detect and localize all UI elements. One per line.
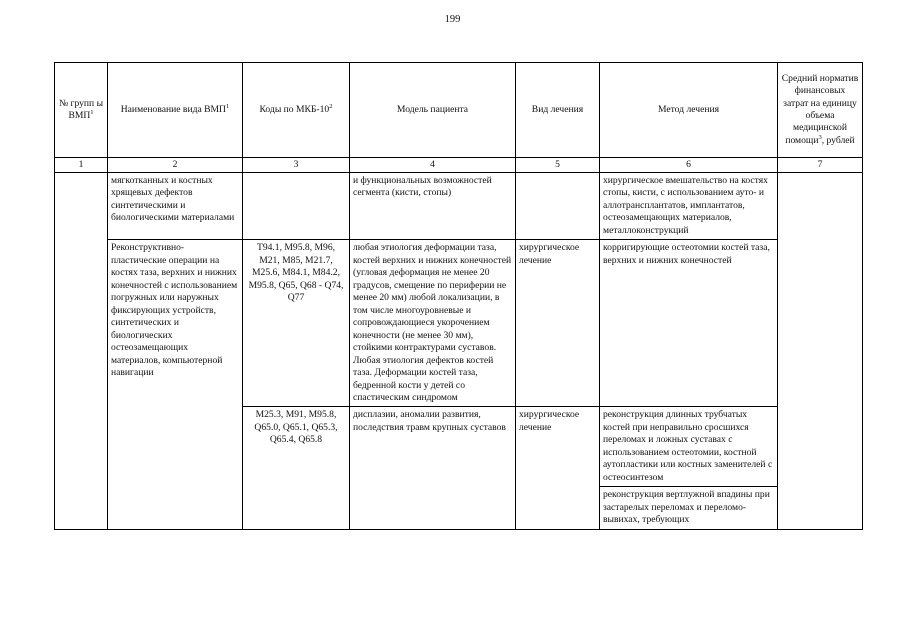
- cost-norm-cell: [778, 173, 863, 530]
- column-number: 5: [516, 158, 600, 173]
- column-number: 7: [778, 158, 863, 173]
- icd-codes-cell: T94.1, M95.8, M96, M21, M85, M21.7, M25.6, M84.1, M84.2, M95.8, Q65, Q68 - Q74, Q77: [243, 240, 350, 407]
- treatment-method-cell: хирургическое вмешательство на костях стопы, кисти, с использованием ауто- и аллотрансплантатов, имплантатов, остеозамещающих материалов, металлоконструкций: [600, 173, 778, 240]
- header-vmp-name: Наименование вида ВМП$^1$: [108, 63, 243, 158]
- treatment-type-cell: хирургическое лечение: [516, 240, 600, 407]
- column-number: 4: [350, 158, 516, 173]
- page-number: 199: [444, 14, 461, 25]
- patient-model-cell: и функциональных возможностей сегмента (кисти, стопы): [350, 173, 516, 240]
- vmp-name-cell: мягкотканных и костных хрящевых дефектов синтетическими и биологическими материалами: [108, 173, 243, 240]
- group-number-cell: [55, 173, 108, 530]
- table-row: [55, 240, 863, 407]
- vmp-table: [54, 62, 863, 530]
- column-number: 3: [243, 158, 350, 173]
- column-number: 1: [55, 158, 108, 173]
- column-number: 6: [600, 158, 778, 173]
- column-number: 2: [108, 158, 243, 173]
- column-number-row: [55, 158, 863, 173]
- header-patient-model: Модель пациента: [350, 63, 516, 158]
- icd-codes-cell: [243, 173, 350, 240]
- header-row: [55, 63, 863, 158]
- header-treatment-method: Метод лечения: [600, 63, 778, 158]
- treatment-type-cell: хирургическое лечение: [516, 407, 600, 529]
- header-treatment-type: Вид лечения: [516, 63, 600, 158]
- vmp-name-cell: Реконструктивно-пластические операции на костях таза, верхних и нижних конечностей с использованием погружных или наружных фиксирующих устройств, синтетических и биологических остеозамещающих материалов, компьютерной навигации: [108, 240, 243, 529]
- patient-model-cell: любая этиология деформации таза, костей верхних и нижних конечностей (угловая деформация не менее 20 градусов, смещение по периферии не менее 20 мм) любой локализации, в том числе многоуровневые и сопровождающиеся укорочением конечности (не менее 30 мм), стойкими контрактурами суставов. Любая этиология дефектов костей таза. Деформации костей таза, бедренной кости у детей со спастическим синдромом: [350, 240, 516, 407]
- header-icd-codes: Коды по МКБ-$10^2$: [243, 63, 350, 158]
- patient-model-cell: дисплазии, аномалии развития, последствия травм крупных суставов: [350, 407, 516, 529]
- icd-codes-cell: M25.3, M91, M95.8, Q65.0, Q65.1, Q65.3, Q65.4, Q65.8: [243, 407, 350, 529]
- treatment-method-cell: реконструкция вертлужной впадины при застарелых переломах и переломо-вывихах, требующих: [600, 487, 778, 529]
- header-cost-norm: Средний норматив финансовых затрат на единицу объема медицинской помощи$^3$, рублей: [778, 63, 863, 158]
- table-row: [55, 173, 863, 240]
- treatment-method-cell: реконструкция длинных трубчатых костей при неправильно сросшихся переломах и ложных суставах с использованием остеотомии, костной аутопластики или костных заменителей с остеосинтезом: [600, 407, 778, 487]
- treatment-method-cell: корригирующие остеотомии костей таза, верхних и нижних конечностей: [600, 240, 778, 407]
- treatment-type-cell: [516, 173, 600, 240]
- header-group-number: № групп ы ВМП$^1$: [55, 63, 108, 158]
